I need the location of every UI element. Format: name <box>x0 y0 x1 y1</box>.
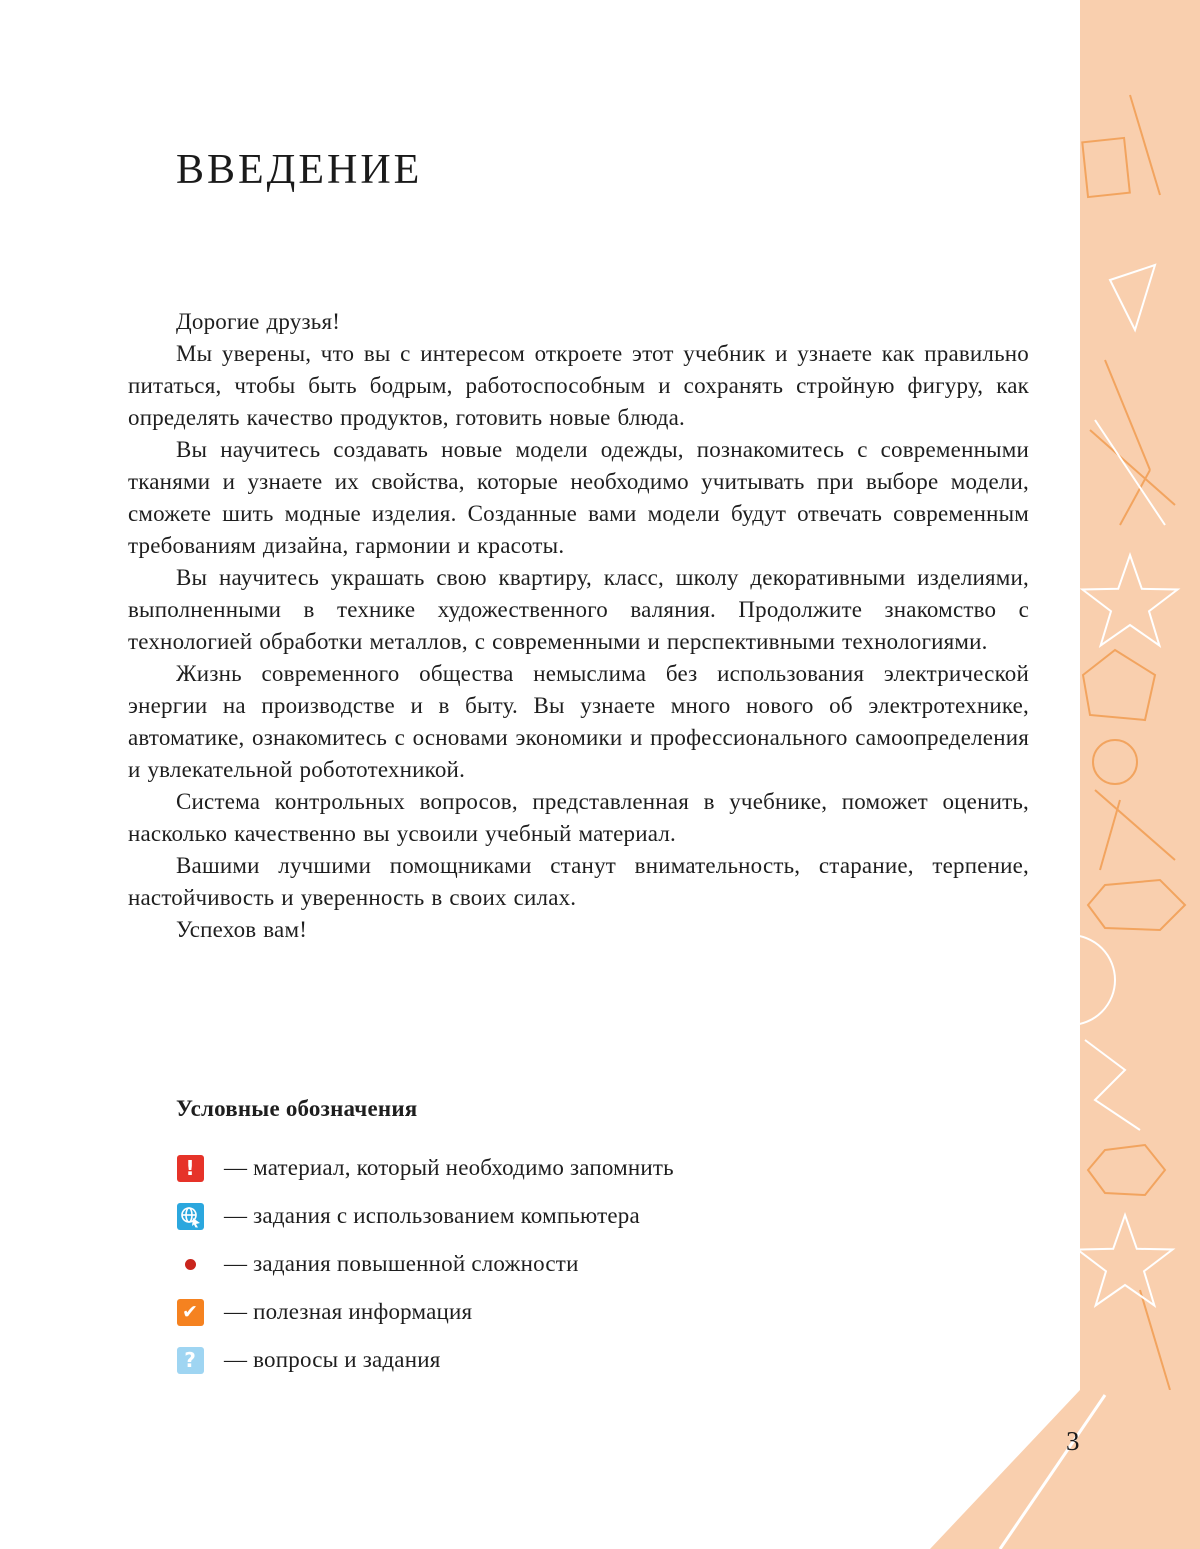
page-number: 3 <box>1066 1426 1080 1456</box>
legend-item-label: — вопросы и задания <box>224 1347 441 1372</box>
legend-item-questions <box>176 1336 1036 1384</box>
paragraph-wish: Успехов вам! <box>176 917 308 942</box>
legend-heading: Условные обозначения <box>176 1096 418 1121</box>
legend-item-label: — полезная информация <box>224 1299 473 1324</box>
exclamation-icon: ! <box>177 1155 204 1182</box>
decorative-shapes <box>1080 0 1200 1549</box>
body-text <box>128 306 1029 946</box>
paragraph-questions: Система контрольных вопросов, представленная в учебнике, поможет оценить, насколько качественно вы усвоили учебный материал. <box>128 789 1029 846</box>
legend-item-label: — задания повышенной сложности <box>224 1251 579 1276</box>
paragraph-clothing: Вы научитесь создавать новые модели одежды, познакомитесь с современными тканями и узнаете их свойства, которые необходимо учитывать при выборе модели, сможете шить модные изделия. Созданные вами модели будут отвечать современным требованиям дизайна, гармонии и красоты. <box>128 437 1029 558</box>
legend-item-label: — материал, который необходимо запомнить <box>224 1155 674 1180</box>
paragraph-helpers: Вашими лучшими помощниками станут внимательность, старание, терпение, настойчивость и уверенность в своих силах. <box>128 853 1029 910</box>
legend-item-useful-info <box>176 1288 1036 1336</box>
globe-cursor-icon <box>177 1203 204 1230</box>
legend-item-remember <box>176 1144 1036 1192</box>
band-bottom-flare <box>900 1360 1200 1549</box>
checkmark-icon: ✔ <box>177 1299 204 1326</box>
decorative-band <box>1080 0 1200 1549</box>
legend <box>176 1096 1036 1384</box>
legend-item-computer <box>176 1192 1036 1240</box>
paragraph-nutrition: Мы уверены, что вы с интересом откроете этот учебник и узнаете как правильно питаться, чтобы быть бодрым, работоспособным и сохранять стройную фигуру, как определять качество продуктов, готовить новые блюда. <box>128 341 1029 430</box>
paragraph-decor: Вы научитесь украшать свою квартиру, класс, школу декоративными изделиями, выполненными в технике художественного валяния. Продолжите знакомство с технологией обработки металлов, с современными и перспективными технологиями. <box>128 565 1029 654</box>
legend-item-advanced <box>176 1240 1036 1288</box>
paragraph-greeting: Дорогие друзья! <box>176 309 341 334</box>
question-mark-icon: ? <box>177 1347 204 1374</box>
legend-item-label: — задания с использованием компьютера <box>224 1203 640 1228</box>
red-dot-icon <box>185 1259 196 1270</box>
paragraph-electricity: Жизнь современного общества немыслима без использования электрической энергии на производстве и в быту. Вы узнаете много нового об электротехнике, автоматике, ознакомитесь с основами экономики и профессионального самоопределения и увлекательной робототехникой. <box>128 661 1029 782</box>
page-title: ВВЕДЕНИЕ <box>176 147 423 194</box>
